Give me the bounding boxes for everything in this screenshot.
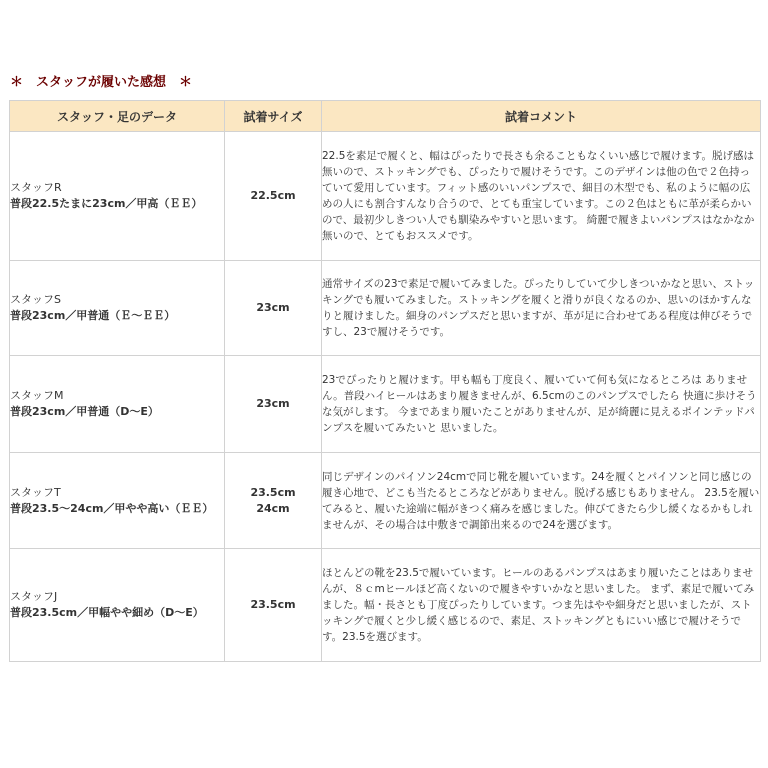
table-row [10,261,761,356]
comment-cell: 22.5を素足で履くと、幅はぴったりで長さも余ることもなくいい感じで履けます。脱げ感は無いので、ストッキングでも、ぴったりで履けそうです。このデザインは他の色で２色持っていて愛用しています。フィット感のいいパンプスで、細目の木型でも、私のように幅の広めの人にも割合すんなり合うので、とても重宝しています。この２色はともに革が柔らかいので、最初少しきつい人でも馴染みやすいと思います。 綺麗で履きよいパンプスはなかなか無いので、とてもおススメです。 [322,132,761,261]
size-cell [225,261,322,356]
staff-name: スタッフJ [10,590,58,603]
staff-cell [10,453,225,549]
staff-foot-data: 普段22.5たまに23cm／甲高（ＥＥ） [10,197,203,210]
comment-cell: 通常サイズの23で素足で履いてみました。ぴったりしていて少しきついかなと思い、ストッキングでも履いてみました。ストッキングを履くと滑りが良くなるのか、思いのほかすんなりと履けました。細身のパンプスだと思いますが、革が足に合わせてある程度は伸びそうですし、23で履けそうです。 [322,261,761,356]
staff-foot-data: 普段23cm／甲普通（Ｅ～ＥＥ） [10,309,176,322]
fitting-size: 23cm [256,397,290,410]
staff-cell [10,261,225,356]
comment-cell: ほとんどの靴を23.5で履いています。ヒールのあるパンプスはあまり履いたことはありませんが、８ｃmヒールほど高くないので履きやすいかなと思いました。 まず、素足で履いてみました。幅・長さとも丁度ぴったりしています。つま先はやや細身だと思いましたが、ストッキングで履くと少し緩く感じるので、素足、ストッキングともにいい感じで履けそうです。23.5を選びます。 [322,549,761,662]
staff-cell [10,132,225,261]
header-fitting-comment: 試着コメント [322,101,761,132]
staff-name: スタッフS [10,293,61,306]
fitting-size: 23.5cm [250,598,296,611]
staff-foot-data: 普段23.5～24cm／甲やや高い（ＥＥ） [10,501,214,515]
size-cell [225,132,322,261]
size-cell [225,549,322,662]
staff-cell [10,356,225,453]
table-row [10,132,761,261]
comment-cell: 23でぴったりと履けます。甲も幅も丁度良く、履いていて何も気になるところは ありません。普段ハイヒールはあまり履きませんが、6.5cmのこのパンプスでしたら 快適に歩けそうな気がします。 今まであまり履いたことがありませんが、足が綺麗に見えるポインテッドパンプスを履いてみたいと 思いました。 [322,356,761,453]
fitting-size: 23.5cm [250,485,296,499]
size-cell [225,356,322,453]
comment-cell: 同じデザインのパイソン24cmで同じ靴を履いています。24を履くとパイソンと同じ感じの履き心地で、どこも当たるところなどがありません。脱げる感じもありません。 23.5を履いてみると、履いた途端に幅がきつく痛みを感じました。伸びてきたら少し緩くなるかもしれませんが、その場合は中敷きで調節出来るので24を選びます。 [322,453,761,549]
header-fitting-size: 試着サイズ [225,101,322,132]
header-staff-data: スタッフ・足のデータ [10,101,225,132]
staff-name: スタッフM [10,389,64,402]
fitting-size: 22.5cm [250,189,296,202]
fitting-size: 23cm [256,301,290,314]
section-heading: ＊ スタッフが履いた感想 ＊ [10,75,193,90]
staff-foot-data: 普段23cm／甲普通（D～E） [10,405,159,418]
staff-foot-data: 普段23.5cm／甲幅やや細め（D～E） [10,606,204,619]
staff-name: スタッフR [10,181,62,194]
table-row [10,453,761,549]
staff-name: スタッフT [10,485,61,499]
size-cell [225,453,322,549]
table-row [10,356,761,453]
table-header-row [10,101,761,132]
table-row [10,549,761,662]
staff-review-table [9,100,761,662]
fitting-size: 24cm [256,501,290,515]
staff-cell [10,549,225,662]
